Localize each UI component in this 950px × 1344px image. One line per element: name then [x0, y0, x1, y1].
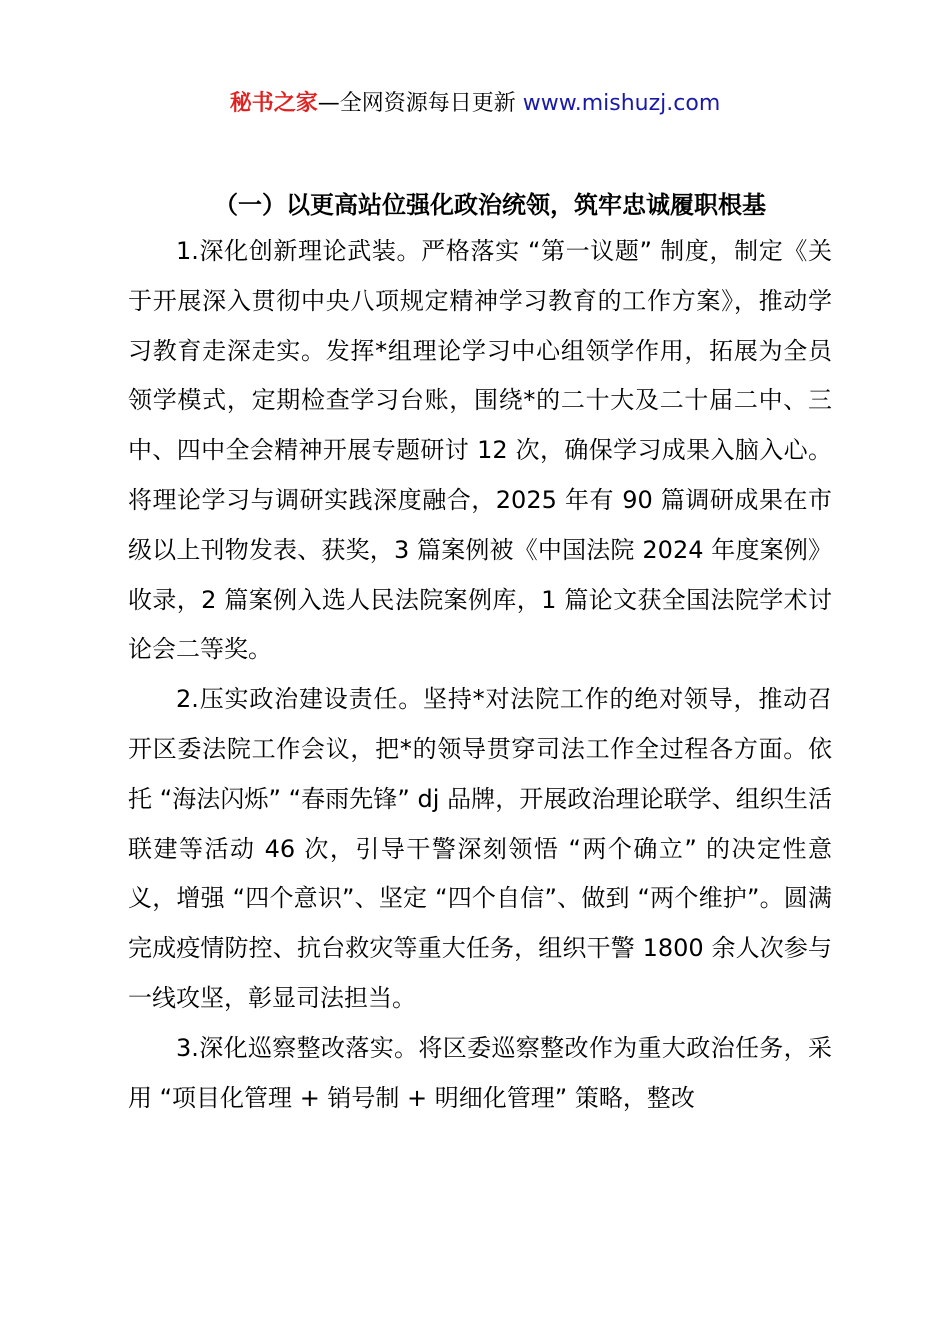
- header-brand: 秘书之家: [229, 91, 318, 116]
- header-tagline: —全网资源每日更新: [317, 91, 516, 116]
- header-url-link[interactable]: www.mishuzj.com: [522, 91, 721, 116]
- page-header: [0, 88, 950, 120]
- paragraph-1: 1.深化创新理论武装。严格落实 “第一议题” 制度，制定《关于开展深入贯彻中央八项规定精神学习教育的工作方案》，推动学习教育走深走实。发挥*组理论学习中心组领学作用，拓展为全员领学模式，定期检查学习台账，围绕*的二十大及二十届二中、三中、四中全会精神开展专题研讨 12 次，确保学习成果入脑入心。将理论学习与调研实践深度融合，2025 年有 90 篇调研成果在市级以上刊物发表、获奖，3 篇案例被《中国法院 2024 年度案例》收录，2 篇案例入选人民法院案例库，1 篇论文获全国法院学术讨论会二等奖。: [128, 237, 832, 664]
- document-body: [128, 183, 832, 1123]
- section-heading: （一）以更高站位强化政治统领，筑牢忠诚履职根基: [214, 191, 766, 219]
- paragraph-3: 3.深化巡察整改落实。将区委巡察整改作为重大政治任务，采用 “项目化管理 + 销号制 + 明细化管理” 策略，整改: [128, 1033, 832, 1112]
- paragraph-2: 2.压实政治建设责任。坚持*对法院工作的绝对领导，推动召开区委法院工作会议，把*的领导贯穿司法工作全过程各方面。依托 “海法闪烁” “春雨先锋” dj 品牌，开展政治理论联学、组织生活联建等活动 46 次，引导干警深刻领悟 “两个确立” 的决定性意义，增强 “四个意识”、坚定 “四个自信”、做到 “两个维护”。圆满完成疫情防控、抗台救灾等重大任务，组织干警 1800 余人次参与一线攻坚，彰显司法担当。: [128, 685, 832, 1012]
